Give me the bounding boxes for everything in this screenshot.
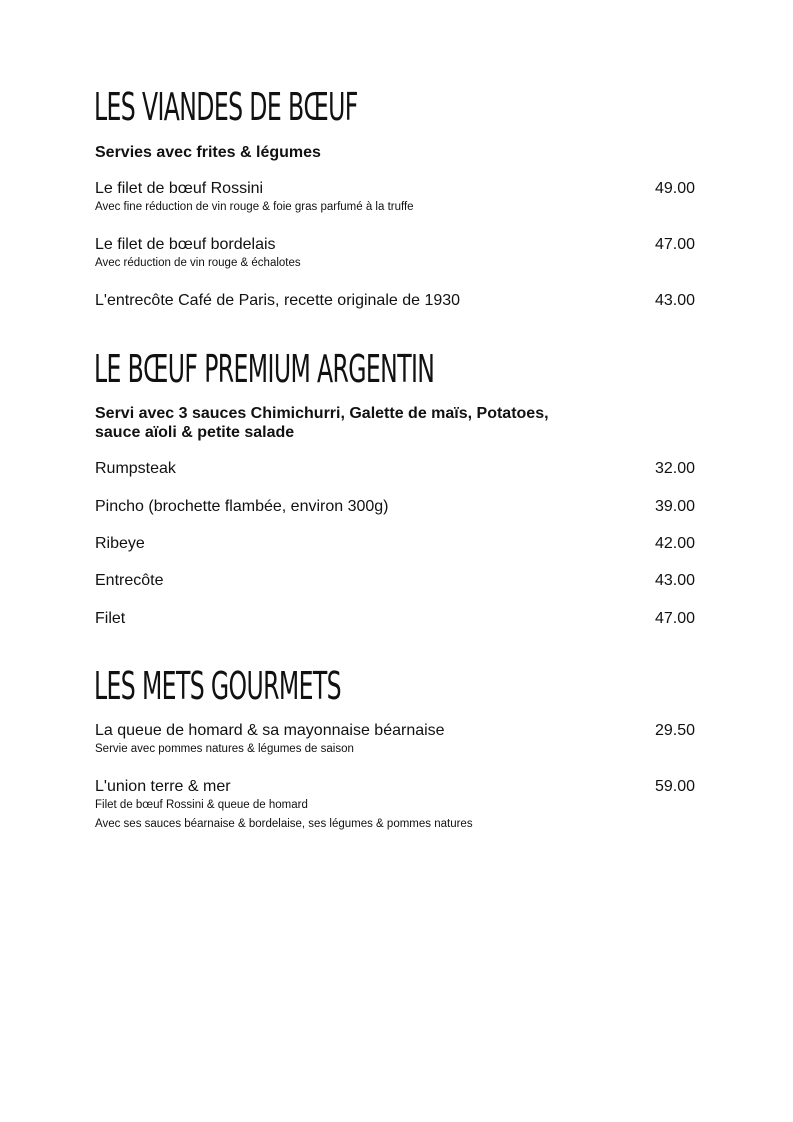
item-description: Avec réduction de vin rouge & échalotes	[95, 257, 301, 269]
item-name: Rumpsteak	[95, 460, 176, 477]
menu-item	[95, 610, 695, 628]
item-name: Ribeye	[95, 535, 145, 552]
menu-item	[95, 292, 695, 310]
menu-item	[95, 778, 695, 834]
item-price: 43.00	[654, 572, 695, 589]
item-name: Le filet de bœuf Rossini	[95, 180, 264, 197]
menu-item	[95, 460, 695, 478]
menu-item	[95, 180, 695, 217]
menu-item	[95, 236, 695, 273]
section-subtitle: sauce aïoli & petite salade	[95, 424, 295, 441]
menu-item	[95, 498, 695, 516]
item-name: Entrecôte	[95, 572, 164, 589]
section-subtitle: Servi avec 3 sauces Chimichurri, Galette de maïs, Potatoes,	[95, 405, 549, 422]
item-description: Avec ses sauces béarnaise & bordelaise, ses légumes & pommes natures	[95, 818, 473, 830]
item-name: L'union terre & mer	[95, 778, 231, 795]
item-name: Pincho (brochette flambée, environ 300g)	[95, 498, 389, 515]
item-price: 49.00	[654, 180, 695, 197]
item-price: 32.00	[654, 460, 695, 477]
item-name: L'entrecôte Café de Paris, recette originale de 1930	[95, 292, 461, 309]
item-name: Filet	[95, 610, 126, 627]
menu-item	[95, 535, 695, 553]
menu-item	[95, 722, 695, 759]
section-title-mets-gourmets: LES METS GOURMETS	[94, 664, 341, 708]
item-description: Avec fine réduction de vin rouge & foie gras parfumé à la truffe	[95, 201, 414, 213]
item-description: Filet de bœuf Rossini & queue de homard	[95, 799, 308, 811]
item-name: Le filet de bœuf bordelais	[95, 236, 276, 253]
item-name: La queue de homard & sa mayonnaise béarnaise	[95, 722, 445, 739]
section-title-premium-argentin: LE BŒUF PREMIUM ARGENTIN	[94, 347, 435, 391]
item-description: Servie avec pommes natures & légumes de saison	[95, 743, 354, 755]
section-title-viandes: LES VIANDES DE BŒUF	[94, 85, 358, 129]
item-price: 39.00	[654, 498, 695, 515]
item-price: 29.50	[654, 722, 695, 739]
section-subtitle: Servies avec frites & légumes	[95, 144, 321, 161]
item-price: 47.00	[654, 610, 695, 627]
item-price: 43.00	[654, 292, 695, 309]
menu-item	[95, 572, 695, 590]
item-price: 59.00	[654, 778, 695, 795]
item-price: 42.00	[654, 535, 695, 552]
item-price: 47.00	[654, 236, 695, 253]
